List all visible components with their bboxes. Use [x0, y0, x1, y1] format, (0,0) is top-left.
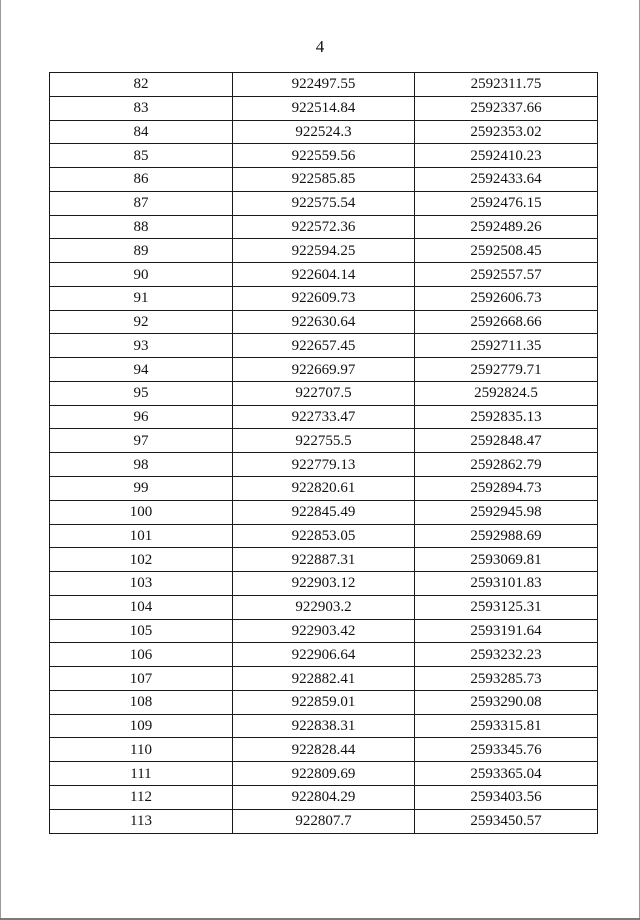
- point-number-cell: 110: [50, 738, 233, 762]
- point-number-cell: 88: [50, 215, 233, 239]
- x-coordinate-cell: 922903.2: [233, 595, 415, 619]
- x-coordinate-cell: 922572.36: [233, 215, 415, 239]
- x-coordinate-cell: 922575.54: [233, 191, 415, 215]
- page-number: 4: [315, 37, 325, 56]
- point-number-cell: 104: [50, 595, 233, 619]
- x-coordinate-cell: 922859.01: [233, 690, 415, 714]
- x-coordinate-cell: 922906.64: [233, 643, 415, 667]
- y-coordinate-cell: 2592779.71: [415, 358, 598, 382]
- y-coordinate-cell: 2592945.98: [415, 500, 598, 524]
- x-coordinate-cell: 922755.5: [233, 429, 415, 453]
- table-row: [50, 643, 598, 667]
- point-number-cell: 86: [50, 168, 233, 192]
- table-row: [50, 572, 598, 596]
- point-number-cell: 113: [50, 809, 233, 833]
- coordinate-table-body: [50, 73, 598, 834]
- point-number-cell: 105: [50, 619, 233, 643]
- y-coordinate-cell: 2592476.15: [415, 191, 598, 215]
- point-number-cell: 90: [50, 263, 233, 287]
- y-coordinate-cell: 2592824.5: [415, 381, 598, 405]
- x-coordinate-cell: 922828.44: [233, 738, 415, 762]
- table-row: [50, 73, 598, 97]
- table-row: [50, 785, 598, 809]
- y-coordinate-cell: 2592311.75: [415, 73, 598, 97]
- point-number-cell: 108: [50, 690, 233, 714]
- table-row: [50, 619, 598, 643]
- point-number-cell: 89: [50, 239, 233, 263]
- y-coordinate-cell: 2592711.35: [415, 334, 598, 358]
- x-coordinate-cell: 922820.61: [233, 477, 415, 501]
- table-row: [50, 358, 598, 382]
- table-row: [50, 381, 598, 405]
- table-row: [50, 667, 598, 691]
- point-number-cell: 85: [50, 144, 233, 168]
- table-row: [50, 286, 598, 310]
- y-coordinate-cell: 2592848.47: [415, 429, 598, 453]
- table-row: [50, 191, 598, 215]
- y-coordinate-cell: 2593345.76: [415, 738, 598, 762]
- y-coordinate-cell: 2593290.08: [415, 690, 598, 714]
- point-number-cell: 107: [50, 667, 233, 691]
- x-coordinate-cell: 922882.41: [233, 667, 415, 691]
- x-coordinate-cell: 922707.5: [233, 381, 415, 405]
- point-number-cell: 95: [50, 381, 233, 405]
- x-coordinate-cell: 922657.45: [233, 334, 415, 358]
- x-coordinate-cell: 922630.64: [233, 310, 415, 334]
- table-row: [50, 263, 598, 287]
- point-number-cell: 111: [50, 762, 233, 786]
- scan-edge-left: [0, 0, 1, 920]
- y-coordinate-cell: 2592508.45: [415, 239, 598, 263]
- point-number-cell: 82: [50, 73, 233, 97]
- y-coordinate-cell: 2593285.73: [415, 667, 598, 691]
- point-number-cell: 101: [50, 524, 233, 548]
- table-row: [50, 595, 598, 619]
- x-coordinate-cell: 922809.69: [233, 762, 415, 786]
- y-coordinate-cell: 2592489.26: [415, 215, 598, 239]
- point-number-cell: 87: [50, 191, 233, 215]
- table-row: [50, 548, 598, 572]
- table-row: [50, 690, 598, 714]
- y-coordinate-cell: 2592988.69: [415, 524, 598, 548]
- x-coordinate-cell: 922845.49: [233, 500, 415, 524]
- y-coordinate-cell: 2592668.66: [415, 310, 598, 334]
- x-coordinate-cell: 922838.31: [233, 714, 415, 738]
- y-coordinate-cell: 2593101.83: [415, 572, 598, 596]
- y-coordinate-cell: 2592862.79: [415, 453, 598, 477]
- point-number-cell: 97: [50, 429, 233, 453]
- y-coordinate-cell: 2592606.73: [415, 286, 598, 310]
- y-coordinate-cell: 2592337.66: [415, 96, 598, 120]
- y-coordinate-cell: 2593365.04: [415, 762, 598, 786]
- x-coordinate-cell: 922887.31: [233, 548, 415, 572]
- y-coordinate-cell: 2592835.13: [415, 405, 598, 429]
- table-row: [50, 120, 598, 144]
- x-coordinate-cell: 922514.84: [233, 96, 415, 120]
- y-coordinate-cell: 2593125.31: [415, 595, 598, 619]
- y-coordinate-cell: 2593403.56: [415, 785, 598, 809]
- point-number-cell: 84: [50, 120, 233, 144]
- x-coordinate-cell: 922807.7: [233, 809, 415, 833]
- point-number-cell: 94: [50, 358, 233, 382]
- point-number-cell: 100: [50, 500, 233, 524]
- table-row: [50, 738, 598, 762]
- x-coordinate-cell: 922594.25: [233, 239, 415, 263]
- x-coordinate-cell: 922779.13: [233, 453, 415, 477]
- x-coordinate-cell: 922609.73: [233, 286, 415, 310]
- y-coordinate-cell: 2592410.23: [415, 144, 598, 168]
- point-number-cell: 93: [50, 334, 233, 358]
- table-row: [50, 168, 598, 192]
- point-number-cell: 91: [50, 286, 233, 310]
- table-row: [50, 405, 598, 429]
- table-row: [50, 429, 598, 453]
- point-number-cell: 92: [50, 310, 233, 334]
- table-row: [50, 477, 598, 501]
- point-number-cell: 106: [50, 643, 233, 667]
- y-coordinate-cell: 2592353.02: [415, 120, 598, 144]
- y-coordinate-cell: 2592433.64: [415, 168, 598, 192]
- table-row: [50, 809, 598, 833]
- table-row: [50, 144, 598, 168]
- point-number-cell: 102: [50, 548, 233, 572]
- x-coordinate-cell: 922524.3: [233, 120, 415, 144]
- y-coordinate-cell: 2593191.64: [415, 619, 598, 643]
- y-coordinate-cell: 2593232.23: [415, 643, 598, 667]
- table-row: [50, 96, 598, 120]
- y-coordinate-cell: 2593450.57: [415, 809, 598, 833]
- table-row: [50, 524, 598, 548]
- table-row: [50, 239, 598, 263]
- point-number-cell: 83: [50, 96, 233, 120]
- y-coordinate-cell: 2592557.57: [415, 263, 598, 287]
- x-coordinate-cell: 922669.97: [233, 358, 415, 382]
- point-number-cell: 99: [50, 477, 233, 501]
- y-coordinate-cell: 2593315.81: [415, 714, 598, 738]
- x-coordinate-cell: 922903.12: [233, 572, 415, 596]
- table-row: [50, 714, 598, 738]
- y-coordinate-cell: 2592894.73: [415, 477, 598, 501]
- point-number-cell: 96: [50, 405, 233, 429]
- x-coordinate-cell: 922559.56: [233, 144, 415, 168]
- table-row: [50, 310, 598, 334]
- x-coordinate-cell: 922853.05: [233, 524, 415, 548]
- x-coordinate-cell: 922497.55: [233, 73, 415, 97]
- table-row: [50, 453, 598, 477]
- table-row: [50, 215, 598, 239]
- coordinate-table: [49, 72, 598, 834]
- x-coordinate-cell: 922733.47: [233, 405, 415, 429]
- x-coordinate-cell: 922804.29: [233, 785, 415, 809]
- x-coordinate-cell: 922903.42: [233, 619, 415, 643]
- x-coordinate-cell: 922604.14: [233, 263, 415, 287]
- table-row: [50, 500, 598, 524]
- point-number-cell: 103: [50, 572, 233, 596]
- point-number-cell: 98: [50, 453, 233, 477]
- x-coordinate-cell: 922585.85: [233, 168, 415, 192]
- point-number-cell: 109: [50, 714, 233, 738]
- y-coordinate-cell: 2593069.81: [415, 548, 598, 572]
- table-row: [50, 334, 598, 358]
- table-row: [50, 762, 598, 786]
- point-number-cell: 112: [50, 785, 233, 809]
